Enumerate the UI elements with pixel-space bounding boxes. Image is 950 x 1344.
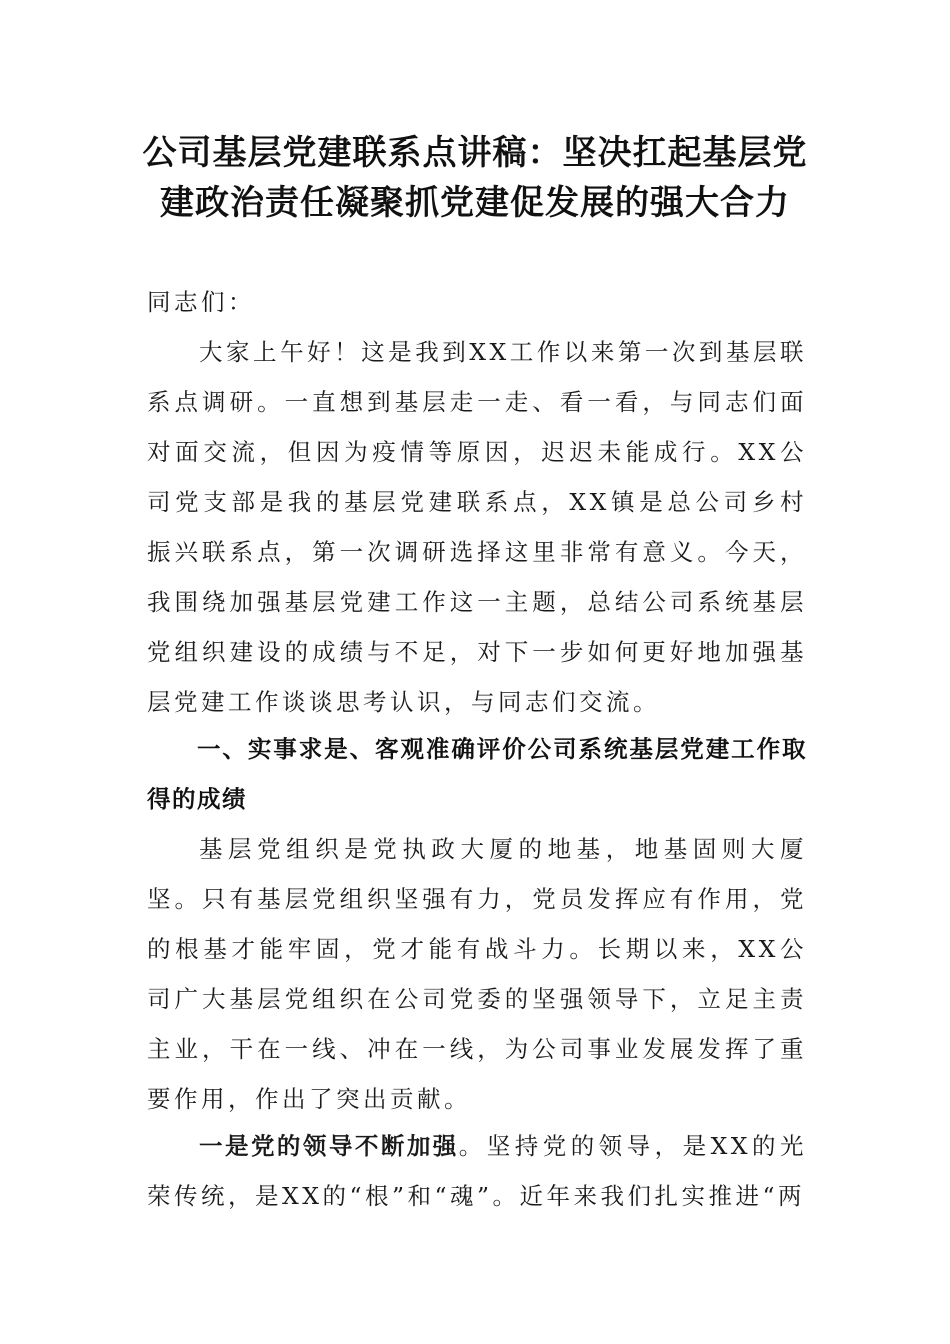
paragraph-opening: 大家上午好！这是我到XX工作以来第一次到基层联系点调研。一直想到基层走一走、看一看，与同志们面对面交流，但因为疫情等原因，迟迟未能成行。XX公司党支部是我的基层党建联系点，XX镇是总公司乡村振兴联系点，第一次调研选择这里非常有意义。今天，我围绕加强基层党建工作这一主题，总结公司系统基层党组织建设的成绩与不足，对下一步如何更好地加强基层党建工作谈谈思考认识，与同志们交流。 [147,338,807,716]
paragraph-party-leadership [147,1121,807,1221]
salutation: 同志们： [147,288,255,316]
paragraph-lead-bold: 一是党的领导不断加强 [199,1132,459,1160]
paragraph-lead-rest: 。坚持党的领导，是XX的光荣传统，是XX的“根”和“魂”。近年来我们扎实推进“两 [147,1132,807,1210]
paragraph-foundation: 基层党组织是党执政大厦的地基，地基固则大厦坚。只有基层党组织坚强有力，党员发挥应有作用，党的根基才能牢固，党才能有战斗力。长期以来，XX公司广大基层党组织在公司党委的坚强领导下，立足主责主业，干在一线、冲在一线，为公司事业发展发挥了重要作用，作出了突出贡献。 [147,835,807,1113]
section-heading-1: 一、实事求是、客观准确评价公司系统基层党建工作取得的成绩 [147,735,807,813]
document-title: 公司基层党建联系点讲稿：坚决扛起基层党建政治责任凝聚抓党建促发展的强大合力 [142,133,808,223]
